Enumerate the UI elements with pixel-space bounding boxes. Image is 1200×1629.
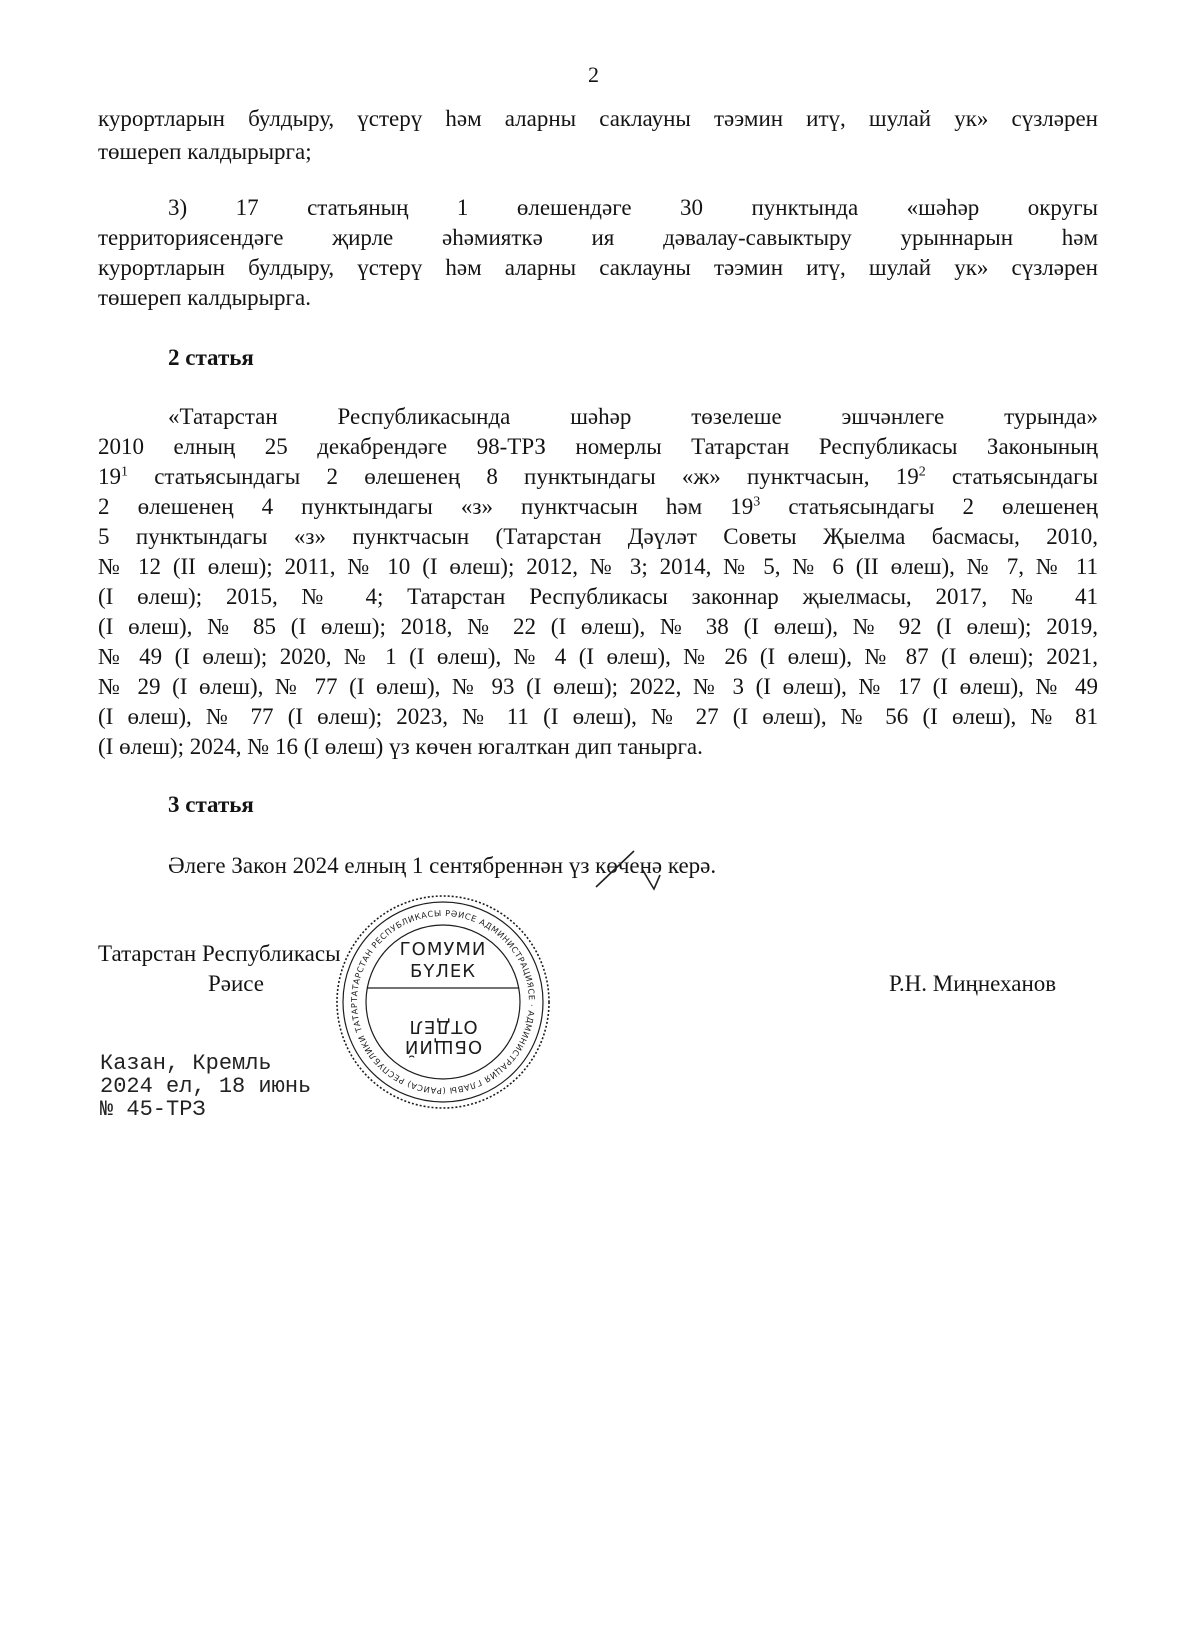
text-run: 2 өлешенең 4 пунктындагы «з» пунктчасын һәм 19 [98,494,754,519]
paragraph-line: (I өлеш); 2015, № 4; Татарстан Республикасы законнар җыелмасы, 2017, № 41 [98,584,1098,609]
stamp-text-otdel: ОТДЕЛ [408,1016,478,1037]
paragraph-line: 3) 17 статьяның 1 өлешендәге 30 пунктында «шәһәр округы [168,195,1098,220]
stamp-circle-graphic [333,892,553,1112]
paragraph-line: 5 пунктындагы «з» пунктчасын (Татарстан Дәүләт Советы Җыелма басмасы, 2010, [98,524,1098,549]
paragraph-line: (I өлеш); 2024, № 16 (I өлеш) үз көчен югалткан дип танырга. [98,734,703,759]
paragraph-line: № 12 (II өлеш); 2011, № 10 (I өлеш); 2012, № 3; 2014, № 5, № 6 (II өлеш), № 7, № 11 [98,554,1098,579]
paragraph-line: 2010 елның 25 декабрендәге 98-ТРЗ номерлы Татарстан Республикасы Законының [98,434,1098,459]
article-3-heading: 3 статья [168,792,254,817]
paragraph-line: (I өлеш), № 85 (I өлеш); 2018, № 22 (I өлеш), № 38 (I өлеш), № 92 (I өлеш); 2019, [98,614,1098,639]
footer-law-number: № 45-ТРЗ [100,1097,206,1122]
paragraph-line: (I өлеш), № 77 (I өлеш); 2023, № 11 (I өлеш), № 27 (I өлеш), № 56 (I өлеш), № 81 [98,704,1098,729]
paragraph-line [98,492,1098,522]
paragraph-line: территориясендәге җирле әһәмияткә ия дәвалау-савыктыру урыннарын һәм [98,225,1098,250]
paragraph-line: № 29 (I өлеш), № 77 (I өлеш), № 93 (I өлеш); 2022, № 3 (I өлеш), № 17 (I өлеш), № 49 [98,674,1098,699]
text-run: статьясындагы [925,464,1098,489]
paragraph-line: курортларын булдыру, үстерү һәм аларны саклауны тәэмин итү, шулай ук» сүзләрен [98,106,1098,131]
page-number: 2 [588,62,599,87]
article-2-heading: 2 статья [168,345,254,370]
paragraph-line: төшереп калдырырга. [98,285,311,310]
paragraph-line: курортларын булдыру, үстерү һәм аларны саклауны тәэмин итү, шулай ук» сүзләрен [98,255,1098,280]
text-run: статьясындагы 2 өлешенең 8 пунктындагы «ж» пунктчасын, 19 [128,464,919,489]
stamp-text-obshiy: ОБЩИЙ [403,1036,483,1057]
handwritten-correction-mark [590,845,668,893]
paragraph-line: «Татарстан Республикасында шәһәр төзелеше эшчәнлеге турында» [168,404,1098,429]
official-stamp [333,892,553,1112]
signatory-name: Р.Н. Миңнеханов [889,971,1057,996]
paragraph-line: төшереп калдырырга; [98,139,312,164]
svg-text:ТАТАРСТАН РЕСПУБЛИКАСЫ РӘИСЕ А [333,892,537,1096]
paragraph-line [98,462,1098,492]
stamp-ring-text: ТАТАРСТАН РЕСПУБЛИКАСЫ РӘИСЕ АДМИНИСТРАЦИЯСЕ · АДМИНИСТРАЦИЯ ГЛАВЫ (РАИСА) РЕСПУБЛИКИ ТАТАР [348,907,538,1097]
footer-date: 2024 ел, 18 июнь [100,1074,312,1099]
signatory-title-line2: Рәисе [208,971,265,996]
superscript: 1 [121,464,128,480]
text-run: статьясындагы 2 өлешенең [760,494,1098,519]
text-run: 19 [98,464,121,489]
stamp-text-gomumi: ГОМУМИ [399,939,487,960]
superscript: 3 [753,494,761,510]
footer-place: Казан, Кремль [100,1051,272,1076]
signatory-title-line1: Татарстан Республикасы [98,941,341,966]
paragraph-line: № 49 (I өлеш); 2020, № 1 (I өлеш), № 4 (I өлеш), № 26 (I өлеш), № 87 (I өлеш); 2021, [98,644,1098,669]
paragraph-line: Әлеге Закон 2024 елның 1 сентябреннән үз көченә керә. [168,853,717,878]
superscript: 2 [918,464,926,480]
stamp-text-bulek: БҮЛЕК [409,961,477,982]
